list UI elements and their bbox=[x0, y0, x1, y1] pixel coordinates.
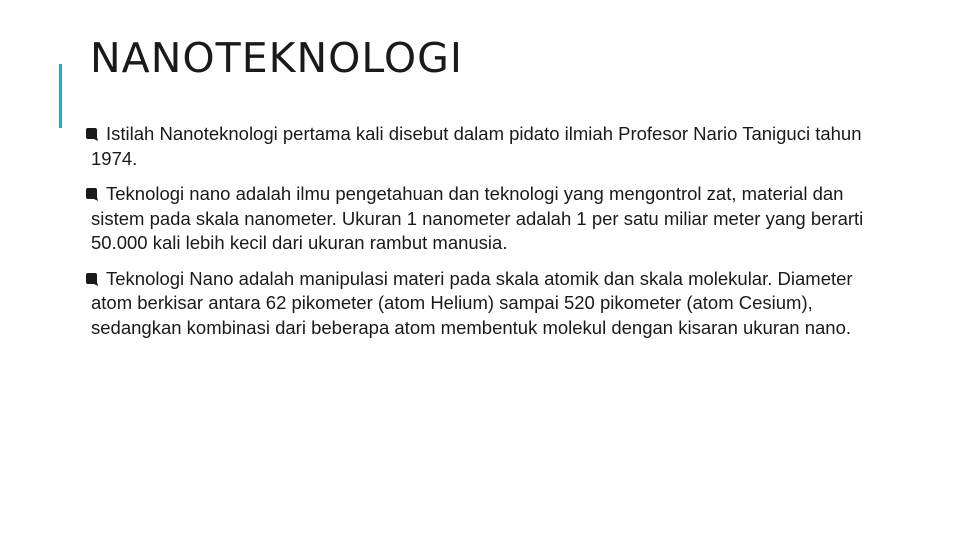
bullet-item bbox=[88, 267, 868, 341]
slide-title: NANOTEKNOLOGI bbox=[90, 34, 463, 82]
bullet-item bbox=[88, 182, 868, 256]
square-bullet-icon bbox=[85, 272, 100, 287]
square-bullet-icon bbox=[85, 187, 100, 202]
bullet-item bbox=[88, 122, 868, 171]
title-accent-bar bbox=[59, 64, 62, 128]
bullet-text: Teknologi Nano adalah manipulasi materi pada skala atomik dan skala molekular. Diameter atom berkisar antara 62 pikometer (atom Helium) sampai 520 pikometer (atom Cesium), sedangkan kombinasi dari beberapa atom membentuk molekul dengan kisaran ukuran nano. bbox=[91, 267, 853, 338]
bullet-text: Teknologi nano adalah ilmu pengetahuan dan teknologi yang mengontrol zat, material dan sistem pada skala nanometer. Ukuran 1 nanometer adalah 1 per satu miliar meter yang berarti 50.000 kali lebih kecil dari ukuran rambut manusia. bbox=[91, 183, 864, 253]
square-bullet-icon bbox=[85, 127, 100, 142]
bullet-list bbox=[88, 122, 868, 351]
bullet-text: Istilah Nanoteknologi pertama kali disebut dalam pidato ilmiah Profesor Nario Taniguci tahun 1974. bbox=[91, 123, 862, 169]
